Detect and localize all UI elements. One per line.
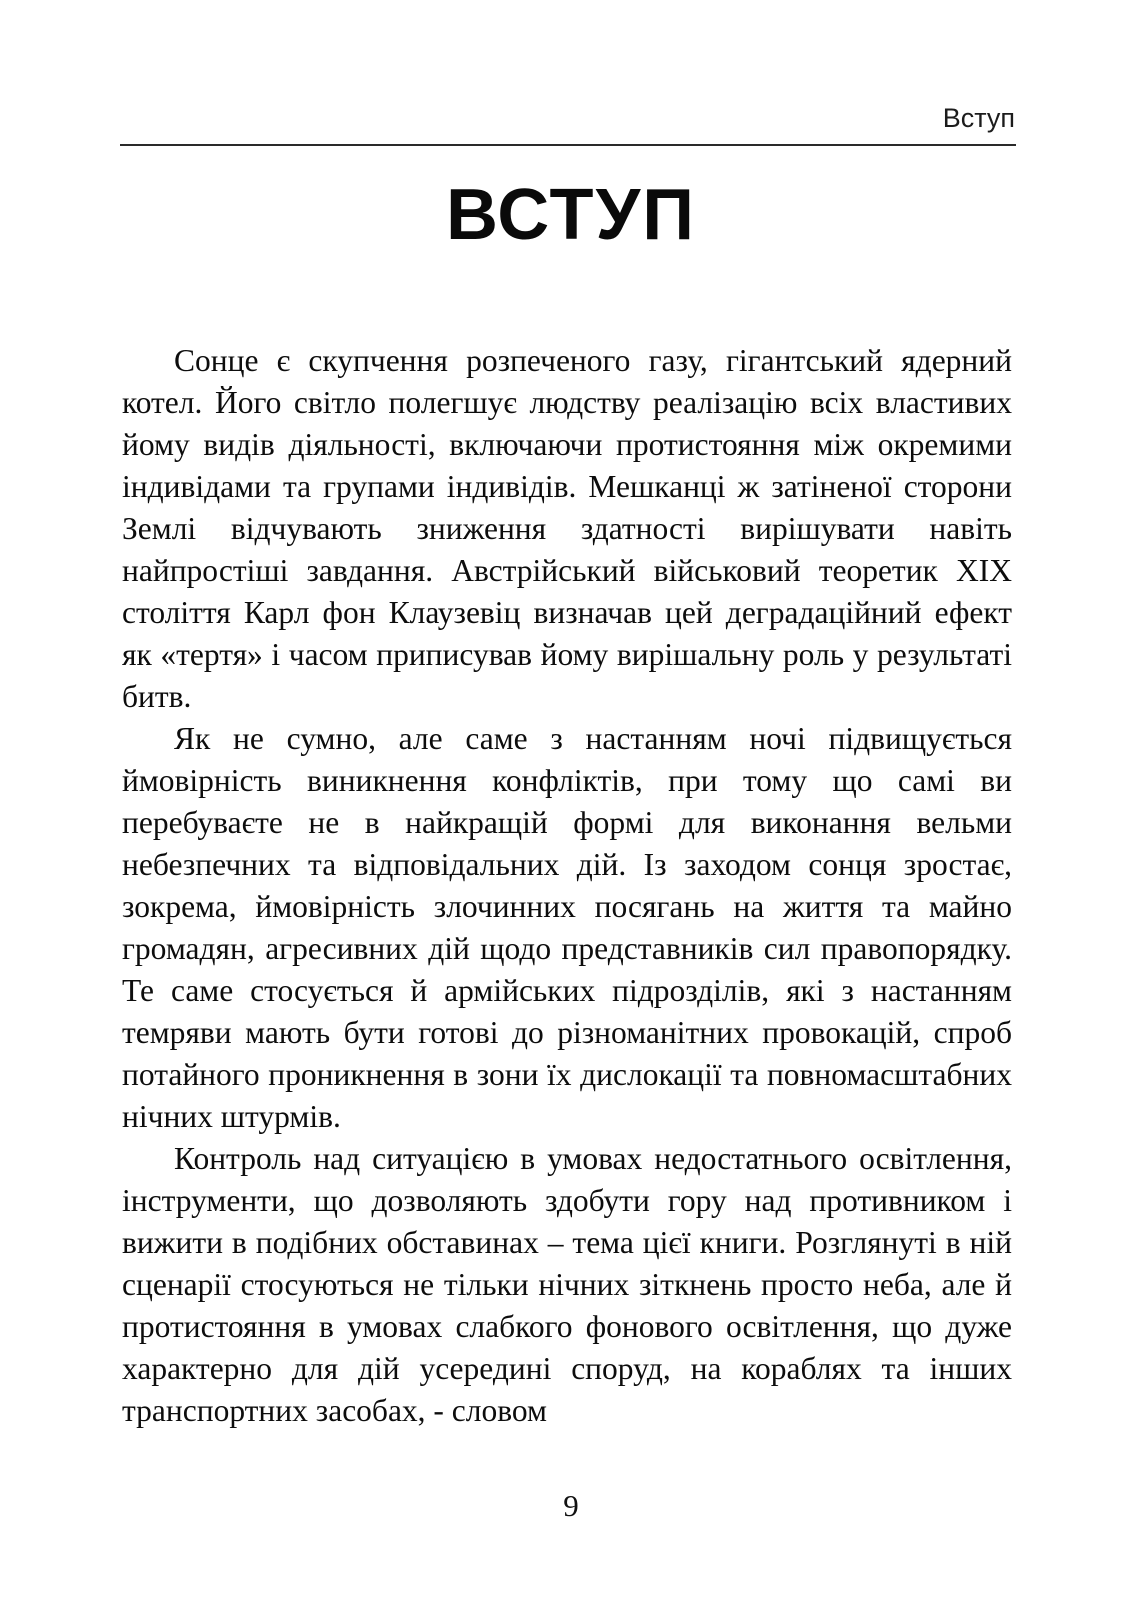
page-number: 9	[563, 1488, 579, 1523]
header-rule	[120, 144, 1016, 146]
chapter-title: ВСТУП	[446, 175, 696, 255]
paragraph: Як не сумно, але саме з настанням ночі підвищується ймовірність виникнення конфліктів, при тому що самі ви перебуваєте не в найкращій формі для виконання вельми небезпечних та відповідальних дій. Із заходом сонця зростає, зокрема, ймовірність злочинних посягань на життя та майно громадян, агресивних дій щодо представників сил правопорядку. Те саме стосується й армійських підрозділів, які з настанням темряви мають бути готові до різноманітних провокацій, спроб потайного проникнення в зони їх дислокації та повномасштабних нічних штурмів.	[122, 721, 1012, 1134]
running-header: Вступ	[942, 103, 1015, 133]
paragraph: Сонце є скупчення розпеченого газу, гігантський ядерний котел. Його світло полегшує людству реалізацію всіх властивих йому видів діяльності, включаючи протистояння між окремими індивідами та групами індивідів. Мешканці ж затіненої сторони Землі відчувають зниження здатності вирішувати навіть найпростіші завдання. Австрійський військовий теоретик XIX століття Карл фон Клаузевіц визначав цей деградаційний ефект як «тертя» і часом приписував йому вирішальну роль у результаті битв.	[122, 343, 1012, 714]
paragraph: Контроль над ситуацією в умовах недостатнього освітлення, інструменти, що дозволяють здобути гору над противником і вижити в подібних обставинах – тема цієї книги. Розглянуті в ній сценарії стосуються не тільки нічних зіткнень просто неба, але й протистояння в умовах слабкого фонового освітлення, що дуже характерно для дій усередині споруд, на кораблях та інших транспортних засобах, - словом	[122, 1141, 1012, 1428]
body-text	[122, 340, 1012, 1432]
